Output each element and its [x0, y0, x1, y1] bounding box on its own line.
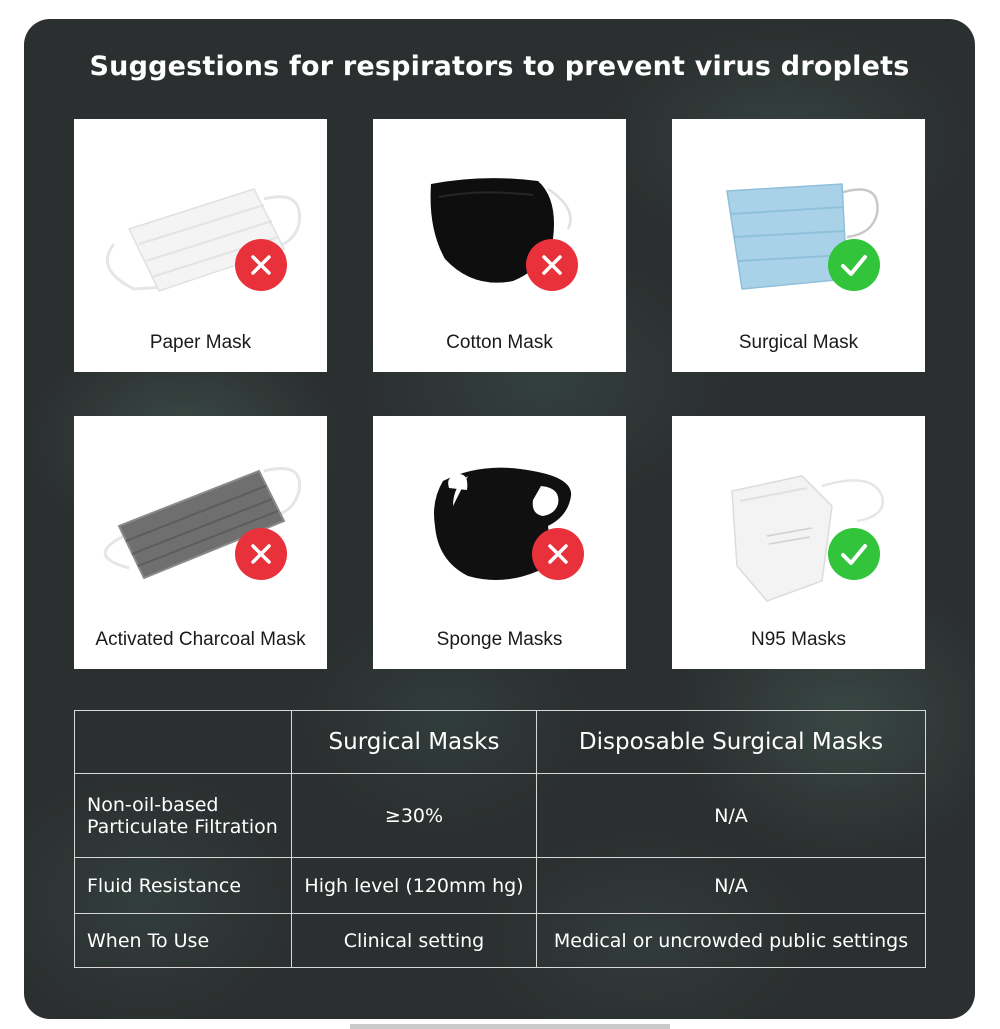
mask-label: Cotton Mask [446, 332, 553, 353]
table-cell: N/A [537, 858, 926, 914]
table-row-header: Non-oil-based Particulate Filtration [75, 774, 292, 858]
mask-card-charcoal [74, 416, 327, 669]
mask-card-cotton [373, 119, 626, 372]
page-title: Suggestions for respirators to prevent virus droplets [89, 51, 910, 82]
mask-label: N95 Masks [750, 629, 847, 650]
table-row-header: When To Use [75, 914, 292, 968]
table-header-cell: Disposable Surgical Masks [537, 711, 926, 774]
mask-label: Surgical Mask [738, 332, 859, 353]
x-icon [235, 239, 287, 291]
bottom-divider [350, 1024, 670, 1029]
check-icon [828, 239, 880, 291]
check-icon [828, 528, 880, 580]
table-header-row [75, 711, 926, 774]
table-header-cell: Surgical Masks [292, 711, 537, 774]
mask-label: Paper Mask [149, 332, 252, 353]
x-icon [235, 528, 287, 580]
table-cell: High level (120mm hg) [292, 858, 537, 914]
table-cell: ≥30% [292, 774, 537, 858]
mask-card-paper [74, 119, 327, 372]
mask-label: Activated Charcoal Mask [95, 629, 306, 650]
x-icon [532, 528, 584, 580]
mask-card-sponge [373, 416, 626, 669]
infographic-panel [24, 19, 975, 1019]
table-row [75, 858, 926, 914]
table-cell: Clinical setting [292, 914, 537, 968]
mask-label: Sponge Masks [436, 629, 563, 650]
x-icon [526, 239, 578, 291]
mask-card-surgical [672, 119, 925, 372]
table-cell: Medical or uncrowded public settings [537, 914, 926, 968]
table-header-cell [75, 711, 292, 774]
mask-card-n95 [672, 416, 925, 669]
table-row [75, 774, 926, 858]
table-row [75, 914, 926, 968]
comparison-table [74, 710, 926, 968]
table-row-header: Fluid Resistance [75, 858, 292, 914]
table-cell: N/A [537, 774, 926, 858]
